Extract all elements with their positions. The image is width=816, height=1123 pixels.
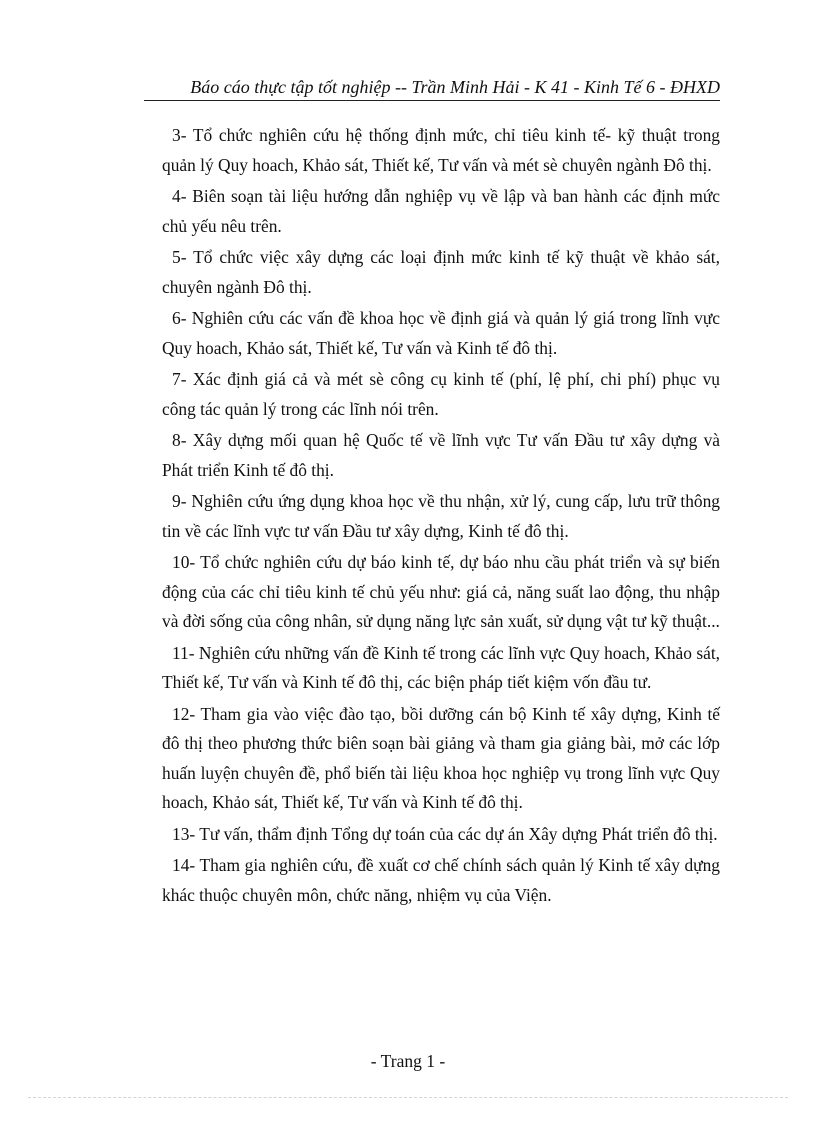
paragraph-item-4: 4- Biên soạn tài liệu hướng dẫn nghiệp vụ về lập và ban hành các định mức chủ yếu nêu trên. — [162, 186, 720, 236]
paragraph-item-13: 13- Tư vấn, thẩm định Tổng dự toán của các dự án Xây dựng Phát triển đô thị. — [172, 823, 718, 844]
paragraph-item-6: 6- Nghiên cứu các vấn đề khoa học về định giá và quản lý giá trong lĩnh vực Quy hoach, Khảo sát, Thiết kế, Tư vấn và Kinh tế đô thị. — [162, 308, 720, 358]
paragraph-item-10: 10- Tổ chức nghiên cứu dự báo kinh tế, dự báo nhu cầu phát triển và sự biến động của các chỉ tiêu kinh tế chủ yếu như: giá cả, năng suất lao động, thu nhập và đời sống của công nhân, sử dụng năng lực sản xuất, sử dụng vật tư kỹ thuật... — [162, 552, 720, 631]
paragraph-item-9: 9- Nghiên cứu ứng dụng khoa học về thu nhận, xử lý, cung cấp, lưu trữ thông tin về các lĩnh vực tư vấn Đầu tư xây dựng, Kinh tế đô thị. — [162, 491, 720, 541]
paragraph-item-3: 3- Tổ chức nghiên cứu hệ thống định mức, chỉ tiêu kinh tế- kỹ thuật trong quản lý Quy hoach, Khảo sát, Thiết kế, Tư vấn và mét sè chuyên ngành Đô thị. — [162, 125, 720, 175]
paragraph-item-11: 11- Nghiên cứu những vấn đề Kinh tế trong các lĩnh vực Quy hoach, Khảo sát, Thiết kế, Tư vấn và Kinh tế đô thị, các biện pháp tiết kiệm vốn đầu tư. — [162, 642, 720, 692]
paragraph-item-7: 7- Xác định giá cả và mét sè công cụ kinh tế (phí, lệ phí, chi phí) phục vụ công tác quản lý trong các lĩnh nói trên. — [162, 369, 720, 419]
page-number: - Trang 1 - — [370, 1051, 446, 1071]
document-body — [162, 121, 720, 912]
header-title: Báo cáo thực tập tốt nghiệp -- Trần Minh Hải - K 41 - Kinh Tế 6 - ĐHXD — [190, 77, 720, 97]
paragraph-item-12: 12- Tham gia vào việc đào tạo, bồi dưỡng cán bộ Kinh tế xây dựng, Kinh tế đô thị theo phương thức biên soạn bài giảng và tham gia giảng bài, mở các lớp huấn luyện chuyên đề, phổ biến tài liệu khoa học nghiệp vụ trong lĩnh vực Quy hoach, Khảo sát, Thiết kế, Tư vấn và Kinh tế đô thị. — [162, 703, 720, 812]
paragraph-item-14: 14- Tham gia nghiên cứu, đề xuất cơ chế chính sách quản lý Kinh tế xây dựng khác thuộc chuyên môn, chức năng, nhiệm vụ của Viện. — [162, 855, 720, 905]
paragraph-item-8: 8- Xây dựng mối quan hệ Quốc tế về lĩnh vực Tư vấn Đầu tư xây dựng và Phát triển Kinh tế đô thị. — [162, 430, 720, 480]
page-bottom-divider — [28, 1097, 788, 1098]
page-header — [144, 76, 720, 101]
paragraph-item-5: 5- Tổ chức việc xây dựng các loại định mức kinh tế kỹ thuật về khảo sát, chuyên ngành Đô thị. — [162, 247, 720, 297]
